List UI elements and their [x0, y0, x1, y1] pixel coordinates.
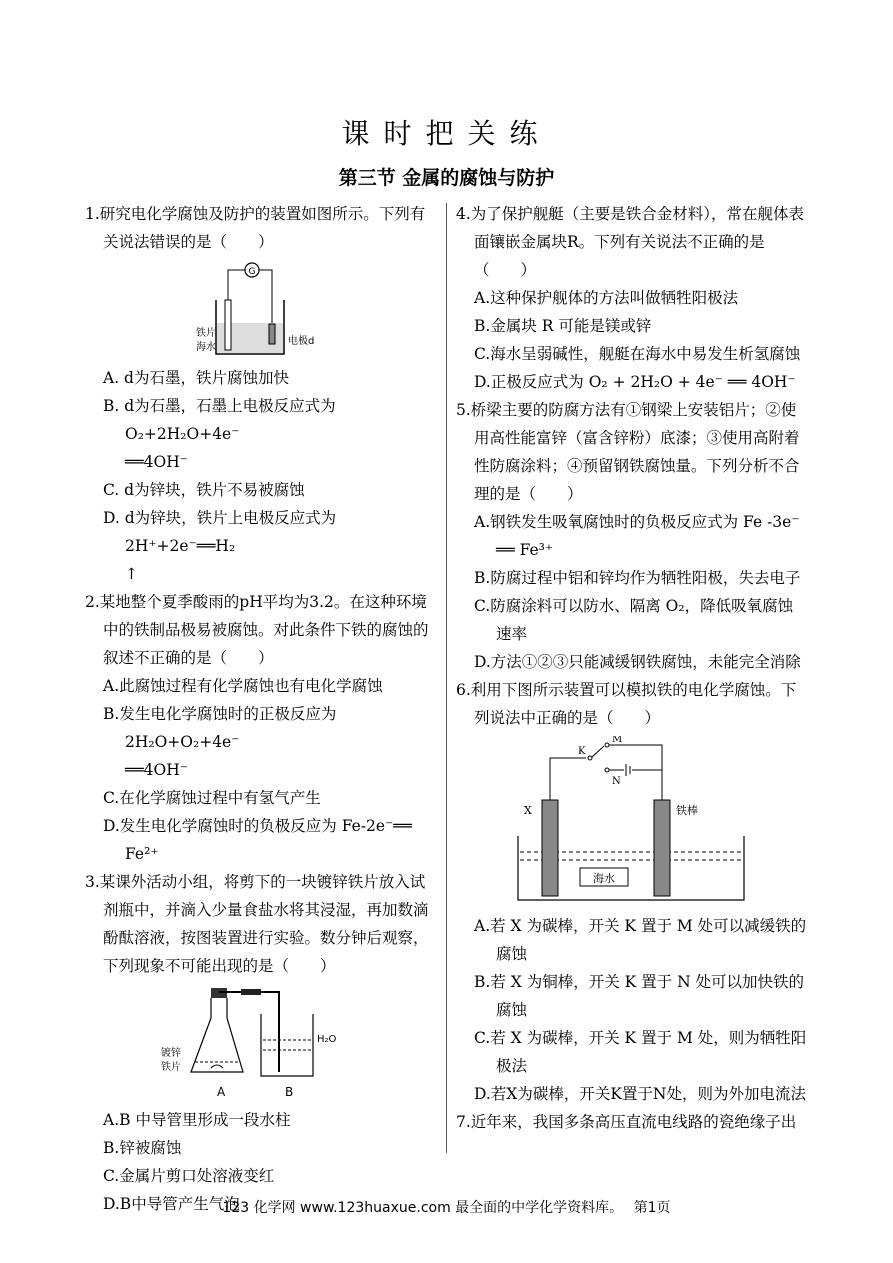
option-b: B.金属块 R 可能是镁或锌	[474, 317, 652, 335]
option-d: D.正极反应式为 O₂ + 2H₂O + 4e⁻ ══ 4OH⁻	[474, 373, 796, 391]
option-b: B.锌被腐蚀	[103, 1139, 182, 1157]
option-b: B. d为石墨，石墨上电极反应式为 O₂+2H₂O+4e⁻	[103, 397, 336, 443]
question-stem: 5.桥梁主要的防腐方法有①钢梁上安装铝片；②使用高性能富锌（富含锌粉）底漆；③使用高附着性防腐涂料；④预留钢铁腐蚀量。下列分析不合理的是（ ）	[456, 401, 800, 503]
option-a: A.这种保护舰体的方法叫做牺牲阳极法	[474, 289, 739, 307]
option-c: C.金属片剪口处溶液变红	[103, 1167, 275, 1185]
page-title: 课时把关练	[341, 117, 552, 150]
apparatus-a-label: A	[217, 1085, 226, 1099]
option-c: C.防腐涂料可以防水、隔离 O₂，降低吸氧腐蚀速率	[474, 597, 794, 643]
figure-flask-beaker	[161, 984, 361, 1102]
iron-rod-label: 铁棒	[676, 804, 698, 817]
seawater-label: 海水	[196, 342, 216, 353]
water-label: H₂O	[317, 1034, 337, 1045]
electrode-d-label: 电极d	[288, 336, 315, 347]
option-a: A.此腐蚀过程有化学腐蚀也有电化学腐蚀	[103, 677, 383, 695]
figure-switch-circuit	[512, 736, 752, 908]
page-footer	[0, 1197, 893, 1217]
question-stem: 4.为了保护舰艇（主要是铁合金材料），常在舰体表面镶嵌金属块R。下列有关说法不正确的是（ ）	[456, 205, 805, 279]
figure-corrosion-cell	[196, 260, 326, 360]
option-c: C.海水呈弱碱性，舰艇在海水中易发生析氢腐蚀	[474, 345, 801, 363]
question-stem: 7.近年来，我国多条高压直流电线路的瓷绝缘子出	[456, 1113, 797, 1131]
question-5	[456, 396, 808, 676]
question-2	[85, 588, 437, 868]
option-a: A.若 X 为碳棒，开关 K 置于 M 处可以减缓铁的腐蚀	[474, 917, 807, 963]
option-c: C.若 X 为碳棒，开关 K 置于 M 处，则为牺牲阳极法	[474, 1029, 807, 1075]
apparatus-b-label: B	[285, 1085, 294, 1099]
plate-label-2: 铁片	[161, 1062, 181, 1073]
right-column	[456, 200, 808, 1136]
option-b: B.防腐过程中铝和锌均作为牺牲阳极，失去电子	[474, 569, 801, 587]
option-a: A.B 中导管里形成一段水柱	[103, 1111, 291, 1129]
question-4	[456, 200, 808, 396]
question-stem: 2.某地整个夏季酸雨的pH平均为3.2。在这种环境中的铁制品极易被腐蚀。对此条件下铁的腐蚀的叙述不正确的是（ ）	[85, 593, 429, 667]
contact-m-label: M	[612, 736, 623, 745]
question-stem: 3.某课外活动小组，将剪下的一块镀锌铁片放入试剂瓶中，并滴入少量食盐水将其浸湿，再加数滴酚酞溶液，按图装置进行实验。数分钟后观察，下列现象不可能出现的是（ ）	[85, 873, 429, 975]
option-a-cont: ══ Fe³⁺	[496, 541, 554, 559]
footer-page-number: 第1页	[633, 1200, 671, 1216]
footer-site: 123 化学网 www.123huaxue.com 最全面的中学化学资料库。	[222, 1200, 624, 1216]
column-divider	[446, 203, 447, 1153]
option-b-cont: ══4OH⁻	[125, 453, 188, 471]
option-b: B.若 X 为铜棒，开关 K 置于 N 处可以加快铁的腐蚀	[474, 973, 805, 1019]
question-1	[85, 200, 437, 588]
option-a: A.钢铁发生吸氧腐蚀时的负极反应式为 Fe -3e⁻	[474, 513, 800, 531]
option-c: C.在化学腐蚀过程中有氢气产生	[103, 789, 321, 807]
option-d-cont: ↑	[125, 565, 138, 583]
question-7	[456, 1108, 808, 1136]
galvanometer-label: G	[248, 267, 256, 277]
option-d: D.发生电化学腐蚀时的负极反应为 Fe-2e⁻══	[103, 817, 412, 835]
option-d: D.若X为碳棒，开关K置于N处，则为外加电流法	[474, 1085, 806, 1103]
option-d: D. d为锌块，铁片上电极反应式为 2H⁺+2e⁻══H₂	[103, 509, 337, 555]
option-b-cont: ══4OH⁻	[125, 761, 188, 779]
switch-k-label: K	[578, 746, 586, 757]
section-subtitle: 第三节 金属的腐蚀与防护	[338, 167, 555, 189]
question-6	[456, 676, 808, 1108]
option-d-cont: Fe²⁺	[125, 845, 159, 863]
option-b: B.发生电化学腐蚀时的正极反应为 2H₂O+O₂+4e⁻	[103, 705, 337, 751]
question-3	[85, 868, 437, 1218]
option-a: A. d为石墨，铁片腐蚀加快	[103, 369, 289, 387]
electrode-x-label: X	[524, 804, 532, 817]
option-d: D.B中导管产生气泡	[103, 1195, 240, 1213]
iron-plate-label: 铁片	[196, 328, 216, 339]
seawater-label: 海水	[593, 872, 615, 885]
left-column	[85, 200, 437, 1218]
option-c: C. d为锌块，铁片不易被腐蚀	[103, 481, 305, 499]
option-d: D.方法①②③只能减缓钢铁腐蚀，未能完全消除	[474, 653, 801, 671]
question-stem: 6.利用下图所示装置可以模拟铁的电化学腐蚀。下列说法中正确的是（ ）	[456, 681, 797, 727]
plate-label: 镀锌	[161, 1048, 181, 1059]
contact-n-label: N	[612, 776, 621, 787]
question-stem: 1.研究电化学腐蚀及防护的装置如图所示。下列有关说法错误的是（ ）	[85, 205, 426, 251]
